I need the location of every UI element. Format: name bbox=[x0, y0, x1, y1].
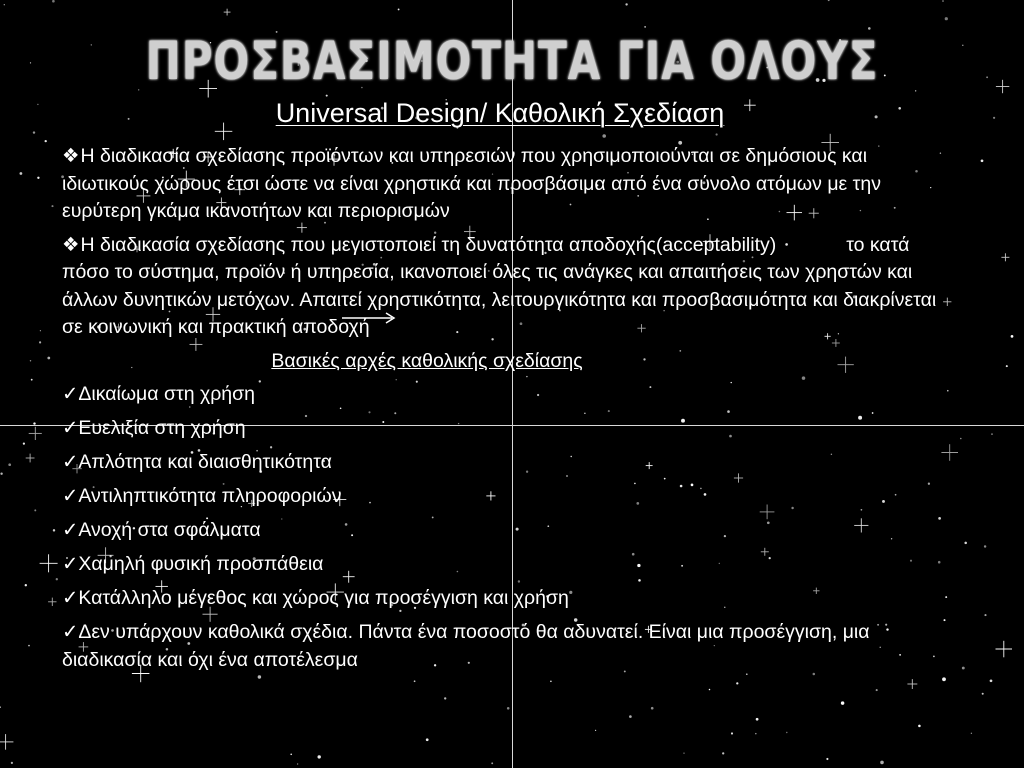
paragraph-text: Η διαδικασία σχεδίασης προϊόντων και υπηρεσιών που χρησιμοποιούνται σε δημόσιους και ιδιωτικούς χώρους έτσι ώστε να είναι χρηστικά και προσβάσιμα από ένα σύνολο ατόμων με την ευρύτερη γκάμα ικανοτήτων και περιορισμών bbox=[62, 145, 881, 222]
slide-title: ΠΡΟΣΒΑΣΙΜΟΤΗΤΑ ΓΙΑ ΟΛΟΥΣ bbox=[145, 30, 879, 92]
principle-text: Δικαίωμα στη χρήση bbox=[78, 383, 256, 405]
paragraph-text-part1: Η διαδικασία σχεδίασης που μεγιστοποιεί τη δυνατότητα αποδοχής(acceptability) bbox=[80, 233, 777, 256]
principle-item bbox=[62, 619, 952, 674]
principle-item bbox=[62, 381, 952, 409]
principle-item bbox=[62, 517, 952, 545]
principle-text: Κατάλληλο μέγεθος και χώρος για προσέγγιση και χρήση bbox=[78, 587, 569, 609]
checkmark-icon: ✓ bbox=[62, 451, 79, 473]
checkmark-icon: ✓ bbox=[62, 417, 79, 439]
slide-subtitle: Universal Design/ Καθολική Σχεδίαση bbox=[275, 98, 725, 128]
principles-heading: Βασικές αρχές καθολικής σχεδίασης bbox=[271, 349, 583, 372]
principle-item bbox=[62, 483, 952, 511]
definition-paragraph bbox=[62, 143, 952, 226]
checkmark-icon: ✓ bbox=[62, 485, 79, 507]
checkmark-icon: ✓ bbox=[62, 383, 79, 405]
principle-item bbox=[62, 449, 952, 477]
principle-text: Χαμηλή φυσική προσπάθεια bbox=[78, 553, 324, 575]
diamond-bullet-icon: ❖ bbox=[62, 233, 80, 256]
checkmark-icon: ✓ bbox=[62, 621, 79, 643]
principle-text: Ανοχή στα σφάλματα bbox=[78, 519, 261, 541]
checkmark-icon: ✓ bbox=[62, 587, 79, 609]
checkmark-icon: ✓ bbox=[62, 553, 79, 575]
paragraph-text-part2: το κατά πόσο το σύστημα, προϊόν ή υπηρεσία, ικανοποιεί όλες τις ανάγκες και απαιτήσεις των χρηστών και άλλων δυνητικών μετόχων. Απαιτεί χρηστικότητα, λειτουργικότητα και προσβασιμότητα και διακρίνεται σε κοινωνική και πρακτική αποδοχή bbox=[62, 233, 937, 338]
principle-text: Ευελιξία στη χρήση bbox=[78, 417, 246, 439]
principle-item bbox=[62, 415, 952, 443]
principle-text: Αντιληπτικότητα πληροφοριών bbox=[78, 485, 342, 507]
principle-text: Απλότητα και διαισθητικότητα bbox=[78, 451, 332, 473]
checkmark-icon: ✓ bbox=[62, 519, 79, 541]
principle-item bbox=[62, 585, 952, 613]
diamond-bullet-icon: ❖ bbox=[62, 145, 80, 167]
principle-text: Δεν υπάρχουν καθολικά σχέδια. Πάντα ένα ποσοστό θα αδυνατεί. Είναι μια προσέγγιση, μια διαδικασία και όχι ένα αποτέλεσμα bbox=[62, 621, 870, 671]
acceptability-paragraph bbox=[62, 232, 952, 342]
principle-item bbox=[62, 551, 952, 579]
principles-list bbox=[62, 381, 952, 674]
slide-body bbox=[62, 143, 952, 681]
